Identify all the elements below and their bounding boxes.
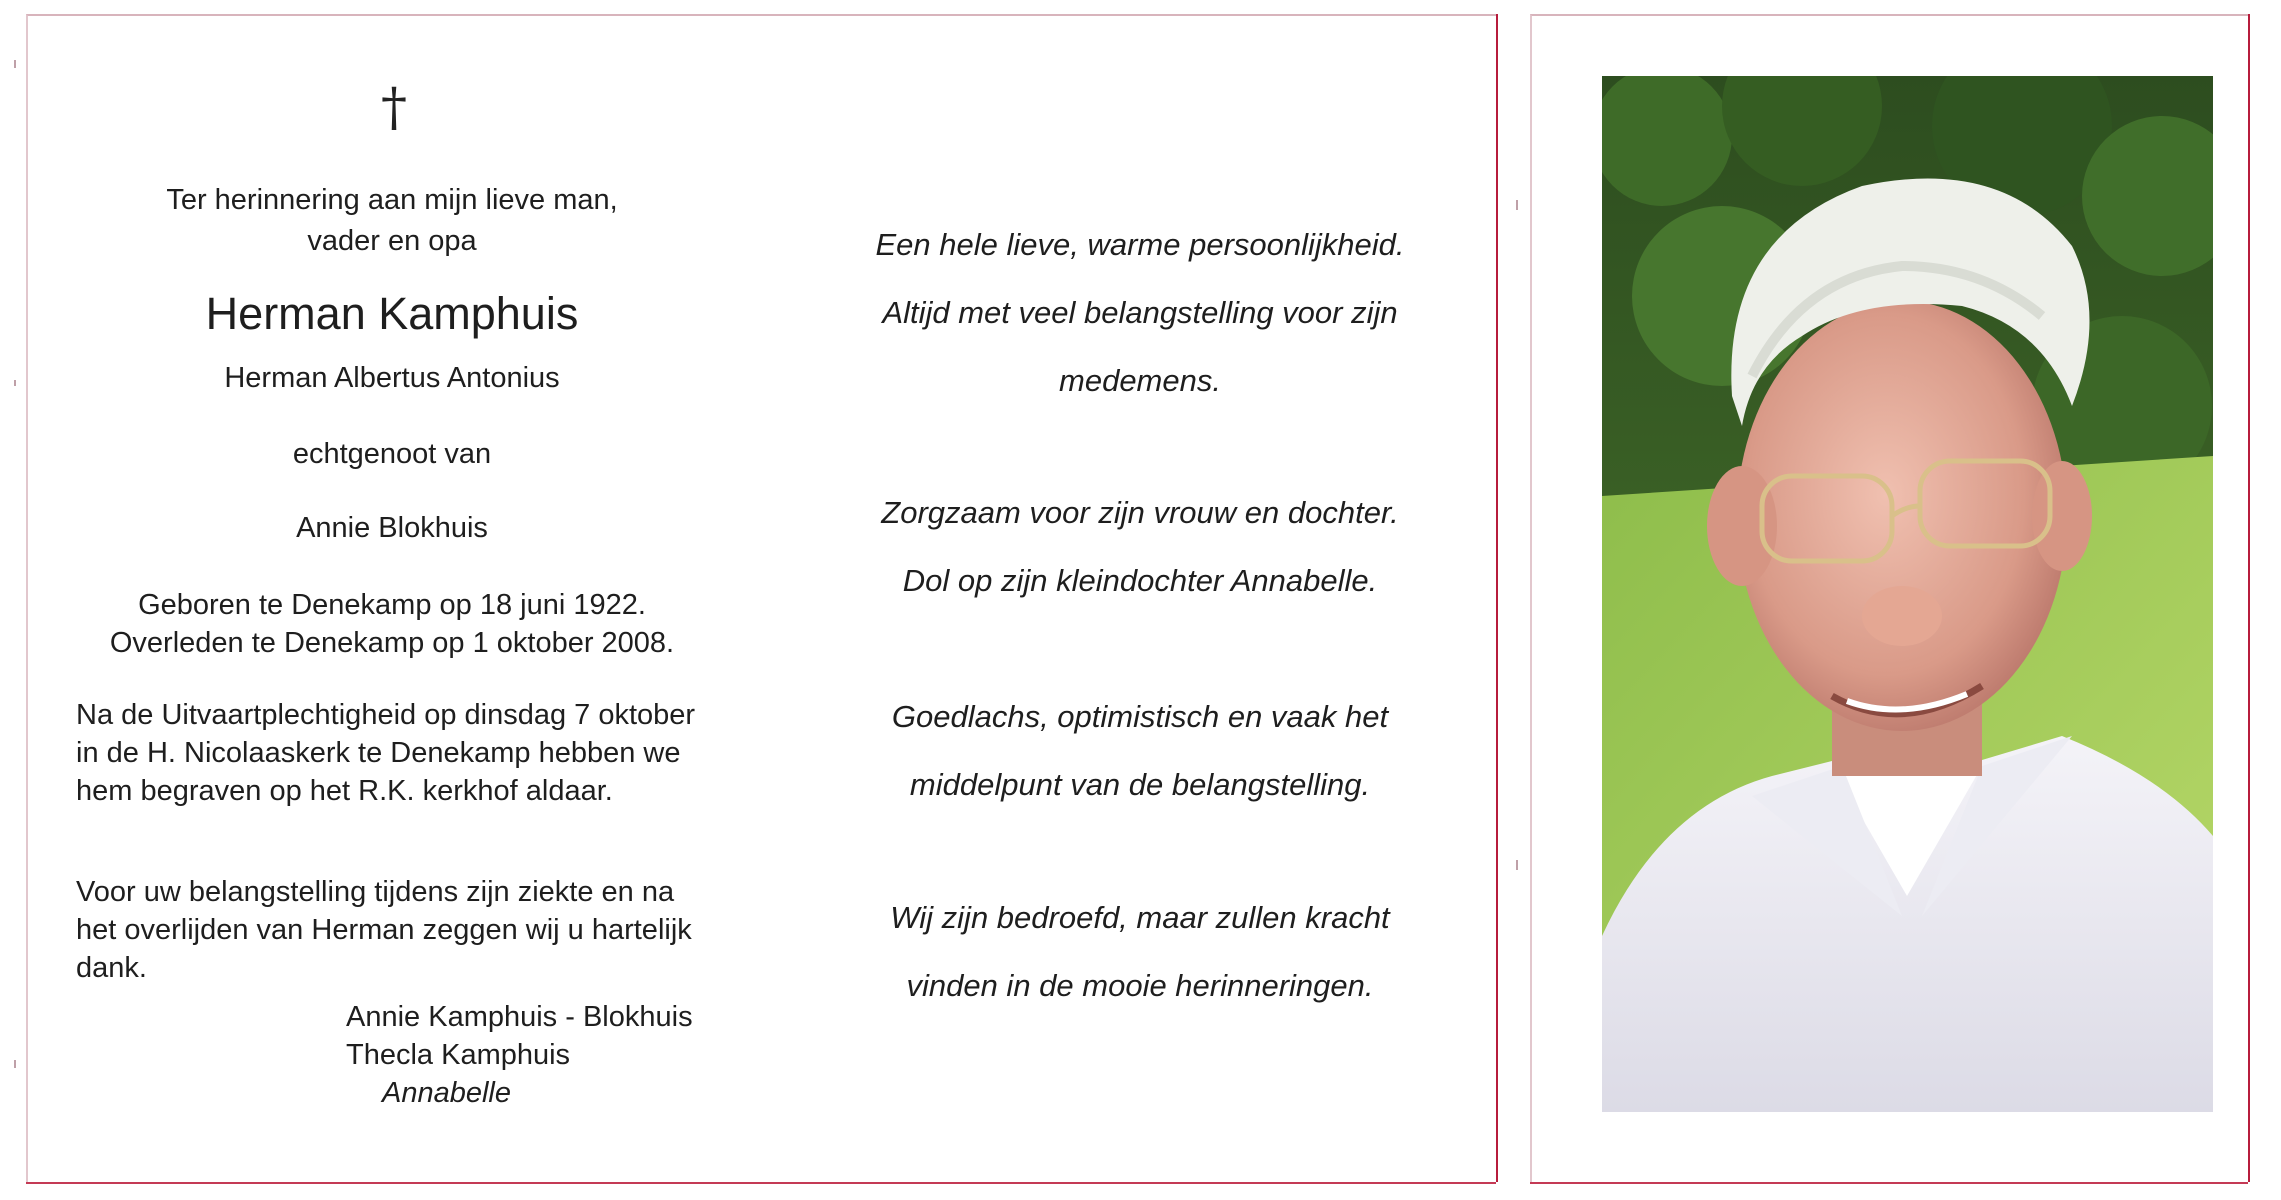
death-line: Overleden te Denekamp op 1 oktober 2008. <box>109 627 675 659</box>
spouse-name: Annie Blokhuis <box>296 512 488 544</box>
deceased-name: Herman Kamphuis <box>205 288 579 339</box>
signature-1: Annie Kamphuis - Blokhuis <box>346 1001 693 1033</box>
life-dates <box>92 586 692 662</box>
funeral-line-1: Na de Uitvaartplechtigheid op dinsdag 7 oktober <box>76 699 696 731</box>
scan-mark <box>14 380 16 386</box>
poem-line: vinden in de mooie herinneringen. <box>906 968 1374 1003</box>
thanks-line-1: Voor uw belangstelling tijdens zijn ziekte en na <box>76 876 675 908</box>
signature-3: Annabelle <box>382 1077 511 1109</box>
portrait-photo <box>1602 76 2213 1112</box>
poem-line: Goedlachs, optimistisch en vaak het <box>891 699 1389 734</box>
poem-line: Dol op zijn kleindochter Annabelle. <box>902 563 1378 598</box>
intro-text <box>92 180 692 262</box>
intro-line-1: Ter herinnering aan mijn lieve man, <box>166 184 618 216</box>
intro-line-2: vader en opa <box>307 225 477 257</box>
poem-line: Een hele lieve, warme persoonlijkheid. <box>875 227 1405 262</box>
signatures <box>346 998 726 1112</box>
poem-stanza-3 <box>820 683 1460 819</box>
scan-mark <box>1516 200 1518 210</box>
spouse-label: echtgenoot van <box>292 438 492 470</box>
poem-line: Zorgzaam voor zijn vrouw en dochter. <box>881 495 1399 530</box>
thanks-line-2: het overlijden van Herman zeggen wij u hartelijk <box>76 914 692 946</box>
funeral-line-3: hem begraven op het R.K. kerkhof aldaar. <box>76 775 613 807</box>
cross-icon: † <box>381 78 407 138</box>
poem-line: Altijd met veel belangstelling voor zijn <box>882 295 1398 330</box>
signature-2: Thecla Kamphuis <box>346 1039 571 1071</box>
scan-mark <box>1516 860 1518 870</box>
scan-mark <box>14 60 16 68</box>
poem-stanza-1 <box>820 211 1460 415</box>
poem-stanza-2 <box>820 479 1460 615</box>
thanks-paragraph <box>76 873 717 987</box>
funeral-paragraph <box>76 696 717 810</box>
scan-mark <box>14 1060 16 1068</box>
poem-line: middelpunt van de belangstelling. <box>909 767 1371 802</box>
birth-line: Geboren te Denekamp op 18 juni 1922. <box>138 589 646 621</box>
poem-line: medemens. <box>1059 363 1221 398</box>
poem-stanza-4 <box>820 884 1460 1020</box>
thanks-line-3: dank. <box>76 952 147 984</box>
funeral-line-2: in de H. Nicolaaskerk te Denekamp hebben we <box>76 737 681 769</box>
deceased-full-name: Herman Albertus Antonius <box>224 362 560 394</box>
poem-line: Wij zijn bedroefd, maar zullen kracht <box>890 900 1390 935</box>
